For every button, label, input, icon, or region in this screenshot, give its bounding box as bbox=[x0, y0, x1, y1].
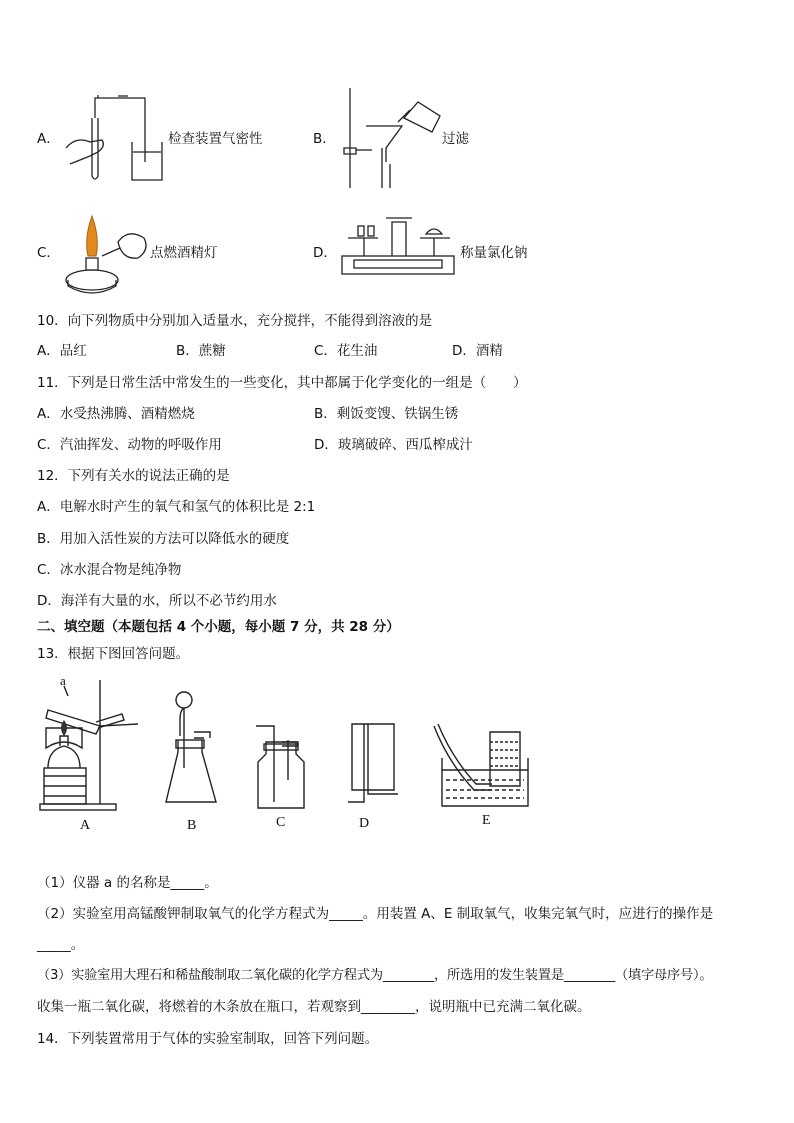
q11-option-c: C．汽油挥发、动物的呼吸作用 bbox=[37, 437, 222, 453]
q12-option-c: C．冰水混合物是纯净物 bbox=[37, 562, 182, 578]
q13-part1: （1）仪器 a 的名称是_____。 bbox=[37, 875, 218, 891]
apparatus-e-figure bbox=[432, 718, 534, 810]
q12-stem: 12．下列有关水的说法正确的是 bbox=[37, 468, 230, 484]
q10-option-d: D．酒精 bbox=[452, 343, 503, 359]
q12-option-a: A．电解水时产生的氧气和氢气的体积比是 2:1 bbox=[37, 499, 316, 515]
option-b-label: 过滤 bbox=[442, 131, 469, 147]
apparatus-a-label: A bbox=[80, 818, 91, 833]
option-a-letter: A． bbox=[37, 131, 60, 147]
apparatus-a-figure bbox=[38, 680, 146, 812]
q12-option-d: D．海洋有大量的水，所以不必节约用水 bbox=[37, 593, 277, 609]
q11-option-a: A．水受热沸腾、酒精燃烧 bbox=[37, 406, 195, 422]
q11-stem: 11．下列是日常生活中常发生的一些变化，其中都属于化学变化的一组是（ ） bbox=[37, 375, 527, 391]
q11-option-b: B．剩饭变馊、铁锅生锈 bbox=[314, 406, 459, 422]
airtightness-check-figure bbox=[62, 92, 166, 184]
q10-stem: 10．向下列物质中分别加入适量水，充分搅拌，不能得到溶液的是 bbox=[37, 313, 433, 329]
section-heading: 二、填空题（本题包括 4 个小题，每小题 7 分，共 28 分） bbox=[37, 619, 400, 635]
option-a-label: 检查装置气密性 bbox=[168, 131, 263, 147]
apparatus-c-label: C bbox=[276, 815, 286, 830]
filtration-figure bbox=[336, 88, 444, 190]
apparatus-e-label: E bbox=[482, 813, 491, 828]
option-b-letter: B． bbox=[313, 131, 336, 147]
q13-stem: 13．根据下图回答问题。 bbox=[37, 646, 190, 662]
instrument-a-label: a bbox=[60, 673, 66, 688]
q10-option-a: A．品红 bbox=[37, 343, 87, 359]
q13-part2-line2: _____。 bbox=[37, 937, 85, 953]
q13-part2-line1: （2）实验室用高锰酸钾制取氧气的化学方程式为_____。用装置 A、E 制取氧气，收集完氧气时，应进行的操作是 bbox=[37, 906, 714, 922]
option-d-letter: D． bbox=[313, 245, 337, 261]
q13-part3-line2: 收集一瓶二氧化碳，将燃着的木条放在瓶口，若观察到________，说明瓶中已充满二氧化碳。 bbox=[37, 999, 591, 1015]
q12-option-b: B．用加入活性炭的方法可以降低水的硬度 bbox=[37, 531, 290, 547]
option-d-label: 称量氯化钠 bbox=[460, 245, 528, 261]
q10-option-c: C．花生油 bbox=[314, 343, 378, 359]
q13-part3-line1: （3）实验室用大理石和稀盐酸制取二氧化碳的化学方程式为________，所选用的发生装置是________（填字母序号）。 bbox=[37, 968, 713, 983]
option-c-label: 点燃酒精灯 bbox=[150, 245, 218, 261]
q11-option-d: D．玻璃破碎、西瓜榨成汁 bbox=[314, 437, 473, 453]
apparatus-b-label: B bbox=[187, 818, 197, 833]
apparatus-b-figure bbox=[164, 690, 222, 808]
apparatus-c-figure bbox=[252, 720, 312, 810]
apparatus-d-figure bbox=[344, 720, 404, 806]
option-c-letter: C． bbox=[37, 245, 60, 261]
q14-stem: 14．下列装置常用于气体的实验室制取，回答下列问题。 bbox=[37, 1031, 379, 1047]
apparatus-d-label: D bbox=[359, 816, 370, 831]
lighting-lamp-figure bbox=[62, 208, 152, 294]
balance-figure bbox=[336, 212, 460, 278]
q10-option-b: B．蔗糖 bbox=[176, 343, 226, 359]
